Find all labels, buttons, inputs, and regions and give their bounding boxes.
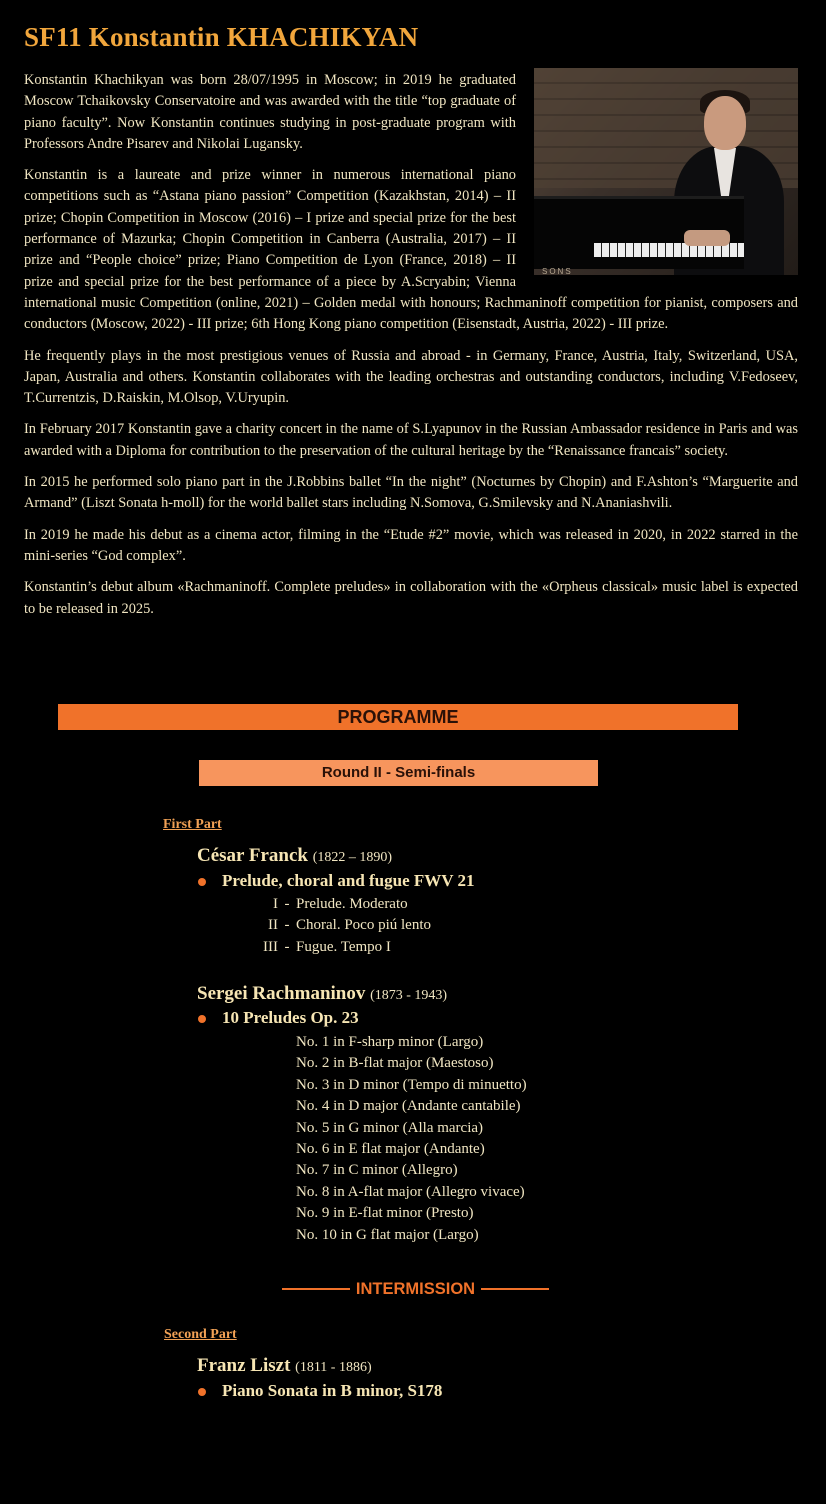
round-heading: Round II - Semi-finals xyxy=(199,760,598,786)
prelude-item: No. 1 in F-sharp minor (Largo) xyxy=(296,1034,484,1050)
movement-number: II xyxy=(268,917,278,933)
composer-years: (1811 - 1886) xyxy=(295,1360,372,1375)
movement-dash: - xyxy=(284,917,290,933)
divider-line-right xyxy=(481,1288,549,1290)
prelude-item: No. 2 in B-flat major (Maestoso) xyxy=(296,1055,494,1072)
photo-face xyxy=(704,96,746,150)
movement xyxy=(248,896,408,913)
intermission-divider xyxy=(282,1277,549,1301)
prelude-item: No. 5 in G minor (Alla marcia) xyxy=(296,1119,484,1136)
movement-title: Prelude. Moderato xyxy=(296,896,408,912)
composer-name: Sergei Rachmaninov xyxy=(197,983,366,1004)
programme-heading: PROGRAMME xyxy=(58,704,738,730)
prelude-item: No. 6 in E flat major (Andante) xyxy=(296,1141,485,1158)
bio-paragraph: Konstantin’s debut album «Rachmaninoff. Complete preludes» in collaboration with the «Orpheus classical» music label is expected to be released in 2025. xyxy=(24,579,798,617)
work-title: Prelude, choral and fugue FWV 21 xyxy=(222,871,475,890)
composer-years: (1873 - 1943) xyxy=(370,988,448,1003)
bullet-icon xyxy=(198,1015,206,1023)
intermission-label: INTERMISSION xyxy=(355,1279,476,1298)
movement-number: III xyxy=(263,939,278,955)
photo-watermark: SONS xyxy=(542,267,573,275)
prelude-item: No. 10 in G flat major (Largo) xyxy=(296,1226,479,1243)
movement xyxy=(248,939,391,956)
movement-dash: - xyxy=(284,939,290,955)
first-part-label: First Part xyxy=(163,817,222,832)
composer-rachmaninov xyxy=(197,983,447,1005)
movement-dash: - xyxy=(284,896,290,912)
work-title: Piano Sonata in B minor, S178 xyxy=(222,1381,443,1400)
bio-paragraph: In 2015 he performed solo piano part in the J.Robbins ballet “In the night” (Nocturnes by Chopin) and F.Ashton’s “Marguerite and Armand” (Liszt Sonata h-moll) for the world ballet stars including N.Somova, G.Smilevsky and N.Ananiashvili. xyxy=(24,474,798,512)
bullet-icon xyxy=(198,878,206,886)
composer-franck xyxy=(197,845,392,867)
bio-paragraph: Konstantin Khachikyan was born 28/07/1995 in Moscow; in 2019 he graduated Moscow Tchaikovsky Conservatoire and was awarded with the title “top graduate of piano faculty”. Now Konstantin continues studying in post-graduate program with Professors Andre Pisarev and Nikolai Lugansky. xyxy=(24,72,516,152)
biography xyxy=(24,70,798,630)
bio-paragraph: Konstantin is a laureate and prize winner in numerous international piano competitions such as “Astana piano passion” Competition (Kazakhstan, 2014) – II prize; Chopin Competition in Moscow (2016) – I prize and special prize for the best performance of Mazurka; Chopin Competition in Canberra (Australia, 2017) – II prize and “People choice” prize; Piano Competition de Lyon (France, 2018) – II prize and special prize for the best performance of a piece by A.Scryabin; Vienna international music Competition (online, 2021) – Golden medal with honours; Rachmaninoff competition for pianist, composers and conductors (Moscow, 2022) - III prize; 6th Hong Kong piano competition (Eisenstadt, Austria, 2022) - III prize. xyxy=(24,167,798,333)
movement-title: Choral. Poco piú lento xyxy=(296,917,431,933)
preludes-list xyxy=(296,1032,527,1246)
composer-years: (1822 – 1890) xyxy=(312,850,393,865)
movement xyxy=(248,917,431,934)
bullet-icon xyxy=(198,1388,206,1396)
prelude-item: No. 9 in E-flat minor (Presto) xyxy=(296,1205,474,1222)
work-title: 10 Preludes Op. 23 xyxy=(222,1008,359,1027)
movement-number: I xyxy=(273,896,278,912)
prelude-item: No. 7 in C minor (Allegro) xyxy=(296,1162,458,1179)
pianist-photo xyxy=(534,68,798,275)
movement-title: Fugue. Tempo I xyxy=(296,939,391,955)
second-part-label: Second Part xyxy=(164,1327,237,1342)
prelude-item: No. 8 in A-flat major (Allegro vivace) xyxy=(296,1183,525,1200)
photo-hands xyxy=(684,230,730,246)
bio-paragraph: In February 2017 Konstantin gave a charity concert in the name of S.Lyapunov in the Russian Ambassador residence in Paris and was awarded with a Diploma for contribution to the preservation of the cultural heritage by the “Renaissance francais” society. xyxy=(24,421,798,459)
page-title: SF11 Konstantin KHACHIKYAN xyxy=(24,22,419,52)
composer-liszt xyxy=(197,1355,372,1377)
composer-name: Franz Liszt xyxy=(197,1355,291,1376)
composer-name: César Franck xyxy=(197,845,308,866)
divider-line-left xyxy=(282,1288,350,1290)
bio-paragraph: In 2019 he made his debut as a cinema actor, filming in the “Etude #2” movie, which was released in 2020, in 2022 starred in the mini-series “God complex”. xyxy=(24,526,798,564)
prelude-item: No. 3 in D minor (Tempo di minuetto) xyxy=(296,1076,527,1093)
bio-paragraph: He frequently plays in the most prestigious venues of Russia and abroad - in Germany, France, Austria, Italy, Switzerland, USA, Japan, Australia and others. Konstantin collaborates with the leading orchestras and outstanding conductors, including V.Fedoseev, T.Currentzis, D.Raiskin, M.Olsop, V.Uryupin. xyxy=(24,347,798,407)
prelude-item: No. 4 in D major (Andante cantabile) xyxy=(296,1098,521,1115)
